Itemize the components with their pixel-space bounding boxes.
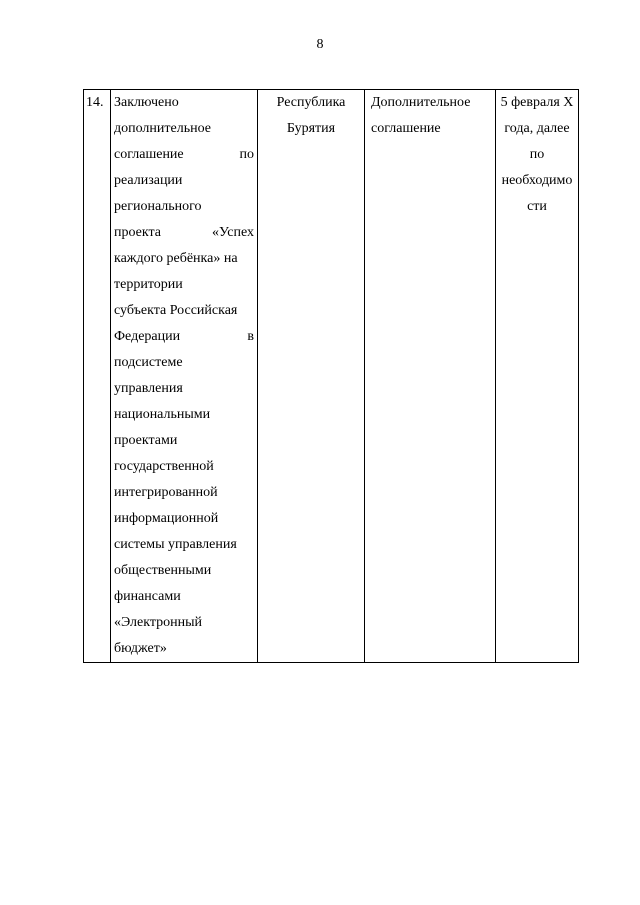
- deadline-line: необходимо: [501, 173, 573, 188]
- deadline-line: сти: [527, 199, 547, 214]
- document-table: [83, 89, 579, 663]
- description-line: соглашение по: [114, 147, 254, 162]
- description-line: национальными: [114, 407, 211, 422]
- description-line: проекта «Успех: [114, 225, 254, 240]
- description-line: финансами: [114, 589, 181, 604]
- description-line: общественными: [114, 563, 212, 578]
- page-number: 8: [316, 37, 324, 52]
- document-type-line: Дополнительное: [371, 95, 471, 110]
- document-type-cell: [365, 90, 496, 663]
- description-line: дополнительное: [114, 121, 211, 136]
- description-line: территории: [114, 277, 183, 292]
- description-line: информационной: [114, 511, 219, 526]
- description-line: проектами: [114, 433, 178, 448]
- deadline-line: года, далее: [504, 121, 570, 136]
- description-line: государственной: [114, 459, 214, 474]
- region-cell: [258, 90, 365, 663]
- description-line: Заключено: [114, 95, 179, 110]
- description-cell: [111, 90, 258, 663]
- description-line: реализации: [114, 173, 183, 188]
- deadline-cell: [496, 90, 579, 663]
- region-line: Бурятия: [286, 121, 336, 136]
- region-line: Республика: [276, 95, 346, 110]
- description-line: субъекта Российская: [114, 303, 238, 318]
- description-line: управления: [114, 381, 183, 396]
- description-line: каждого ребёнка» на: [114, 251, 238, 266]
- description-line: подсистеме: [114, 355, 183, 370]
- description-line: интегрированной: [114, 485, 218, 500]
- deadline-line: по: [529, 147, 545, 162]
- document-type-line: соглашение: [371, 121, 441, 136]
- description-line: «Электронный: [114, 615, 203, 630]
- description-line: регионального: [114, 199, 202, 214]
- description-line: Федерации в: [114, 329, 254, 344]
- table-row: [84, 90, 579, 663]
- description-line: бюджет»: [114, 641, 167, 656]
- row-number-cell: [84, 90, 111, 663]
- deadline-line: 5 февраля Х: [500, 95, 574, 110]
- description-line: системы управления: [114, 537, 237, 552]
- row-number: 14.: [86, 95, 104, 110]
